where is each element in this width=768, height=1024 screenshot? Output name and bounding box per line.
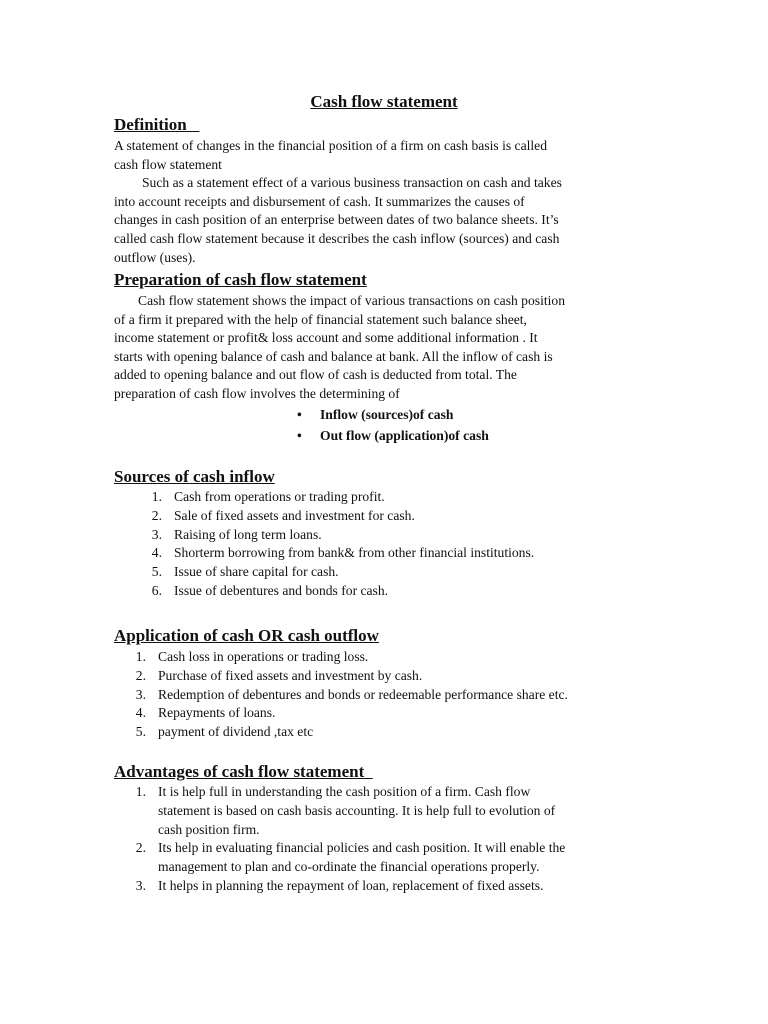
text-line: It is help full in understanding the cash position of a firm. Cash flow bbox=[158, 784, 531, 799]
sources-heading: Sources of cash inflow bbox=[114, 467, 275, 486]
text-line: cash flow statement bbox=[114, 156, 222, 172]
bullet-icon: • bbox=[297, 428, 302, 443]
text-line: income statement or profit& loss account and some additional information . It bbox=[114, 330, 538, 346]
text-line: into account receipts and disbursement of cash. It summarizes the causes of bbox=[114, 193, 525, 209]
bullet-item bbox=[297, 404, 489, 425]
list-item bbox=[142, 582, 534, 601]
list-item bbox=[142, 507, 534, 526]
advantages-heading bbox=[114, 762, 373, 782]
list-number: 3. bbox=[135, 686, 146, 702]
list-item bbox=[126, 839, 565, 877]
sources-list bbox=[142, 488, 534, 601]
list-number: 1. bbox=[135, 649, 146, 664]
list-item bbox=[142, 488, 534, 507]
list-number: 2. bbox=[135, 840, 146, 856]
text-line: management to plan and co-ordinate the financial operations properly. bbox=[158, 859, 540, 875]
text-line: Its help in evaluating financial policies and cash position. It will enable the bbox=[158, 840, 566, 856]
text-line: outflow (uses). bbox=[114, 249, 196, 265]
list-item bbox=[126, 783, 565, 839]
text-line: It helps in planning the repayment of loan, replacement of fixed assets. bbox=[158, 877, 544, 893]
list-text bbox=[126, 839, 565, 877]
list-text: Raising of long term loans. bbox=[174, 526, 322, 542]
bullet-text: Out flow (application)of cash bbox=[320, 428, 489, 443]
text-line: A statement of changes in the financial position of a firm on cash basis is called bbox=[114, 138, 547, 153]
list-item bbox=[126, 723, 568, 742]
text-line: added to opening balance and out flow of cash is deducted from total. The bbox=[114, 367, 517, 383]
list-item bbox=[142, 563, 534, 582]
list-number: 6. bbox=[151, 582, 162, 598]
bullet-text: Inflow (sources)of cash bbox=[320, 407, 454, 422]
list-text: Purchase of fixed assets and investment by cash. bbox=[158, 667, 423, 683]
list-number: 4. bbox=[151, 545, 162, 561]
text-line: Cash flow statement shows the impact of various transactions on cash position bbox=[138, 293, 565, 308]
preparation-heading: Preparation of cash flow statement bbox=[114, 270, 367, 289]
text-line: Such as a statement effect of a various business transaction on cash and takes bbox=[142, 175, 562, 191]
list-text: payment of dividend ,tax etc bbox=[158, 724, 314, 740]
list-number: 4. bbox=[135, 705, 146, 721]
list-item bbox=[126, 704, 568, 723]
advantages-heading-text: Advantages of cash flow statement bbox=[114, 762, 365, 781]
list-item bbox=[142, 544, 534, 563]
list-item bbox=[126, 877, 565, 896]
list-number: 1. bbox=[135, 784, 146, 799]
definition-heading-text: Definition bbox=[114, 115, 187, 134]
list-text: Cash from operations or trading profit. bbox=[174, 489, 385, 504]
list-text: Redemption of debentures and bonds or redeemable performance share etc. bbox=[158, 686, 568, 702]
text-line: changes in cash position of an enterprise between dates of two balance sheets. It’s bbox=[114, 212, 559, 228]
list-text: Repayments of loans. bbox=[158, 705, 276, 721]
list-item bbox=[126, 667, 568, 686]
text-line: of a firm it prepared with the help of financial statement such balance sheet, bbox=[114, 311, 527, 327]
definition-paragraph bbox=[114, 137, 654, 267]
page-title: Cash flow statement bbox=[310, 92, 458, 111]
list-item bbox=[142, 526, 534, 545]
text-line: statement is based on cash basis accounting. It is help full to evolution of bbox=[158, 802, 556, 818]
definition-heading bbox=[114, 115, 199, 135]
preparation-paragraph bbox=[114, 292, 654, 404]
list-text: Issue of share capital for cash. bbox=[174, 564, 339, 580]
list-number: 2. bbox=[151, 507, 162, 523]
advantages-list bbox=[126, 783, 565, 896]
text-line: starts with opening balance of cash and balance at bank. All the inflow of cash is bbox=[114, 348, 553, 364]
list-number: 1. bbox=[151, 489, 162, 504]
list-text: Shorterm borrowing from bank& from other financial institutions. bbox=[174, 545, 535, 561]
application-heading: Application of cash OR cash outflow bbox=[114, 626, 379, 645]
list-number: 5. bbox=[151, 564, 162, 580]
list-number: 3. bbox=[151, 526, 162, 542]
list-text: Sale of fixed assets and investment for cash. bbox=[174, 507, 415, 523]
list-text: Cash loss in operations or trading loss. bbox=[158, 649, 369, 664]
list-text bbox=[126, 877, 565, 896]
list-item bbox=[126, 648, 568, 667]
application-list bbox=[126, 648, 568, 742]
bullet-icon: • bbox=[297, 407, 302, 422]
list-number: 3. bbox=[135, 877, 146, 893]
bullet-item bbox=[297, 425, 489, 446]
list-text bbox=[126, 783, 565, 839]
list-item bbox=[126, 686, 568, 705]
bullet-list bbox=[297, 404, 489, 446]
text-line: cash position firm. bbox=[158, 821, 260, 837]
list-text: Issue of debentures and bonds for cash. bbox=[174, 582, 389, 598]
list-number: 2. bbox=[135, 667, 146, 683]
list-number: 5. bbox=[135, 724, 146, 740]
text-line: preparation of cash flow involves the determining of bbox=[114, 385, 400, 401]
text-line: called cash flow statement because it describes the cash inflow (sources) and cash bbox=[114, 230, 560, 246]
